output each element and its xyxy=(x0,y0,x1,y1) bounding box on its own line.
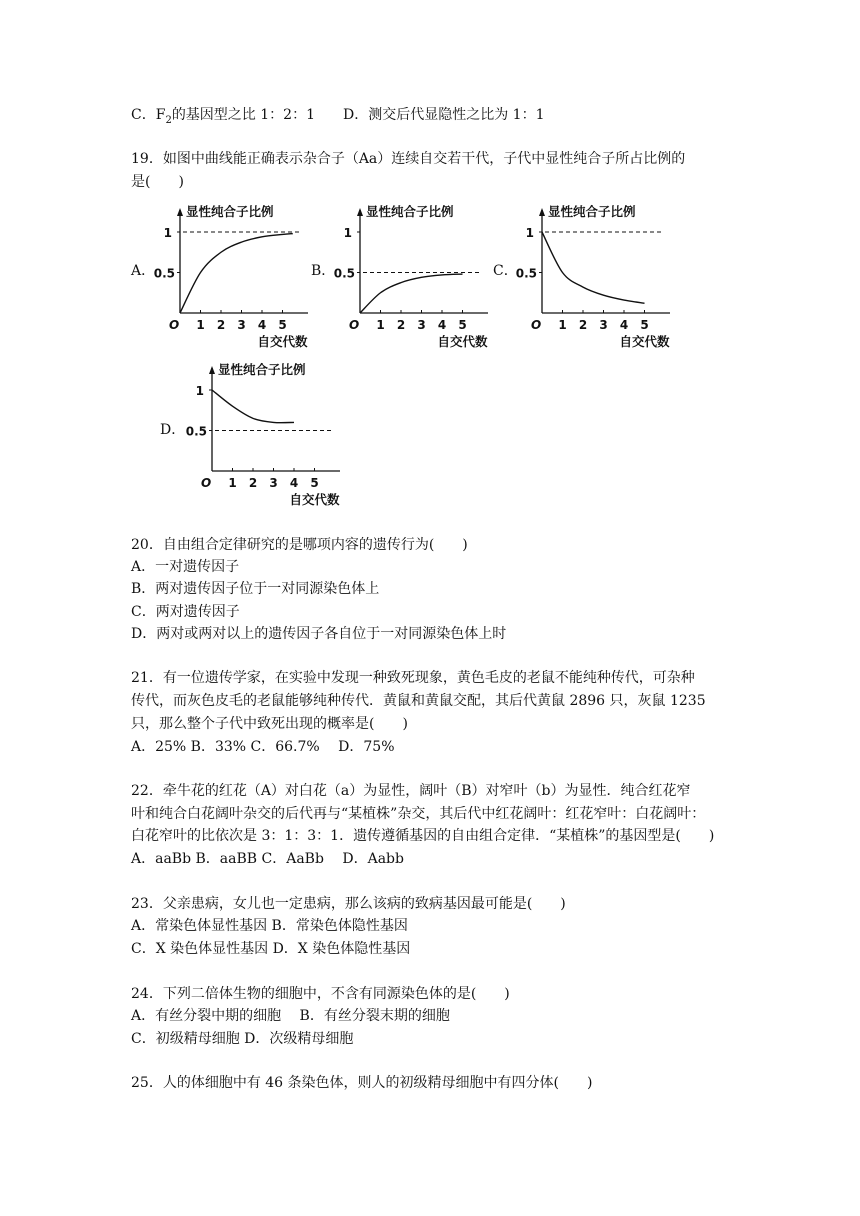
y-axis-arrow xyxy=(539,208,545,216)
q24-stem: 24．下列二倍体生物的细胞中，不含有同源染色体的是( ) xyxy=(131,986,510,1002)
q22-stem-line2: 叶和纯合白花阔叶杂交的后代再与“某植株”杂交，其后代中红花阔叶：红花窄叶：白花阔叶： xyxy=(131,806,706,822)
origin-label: O xyxy=(169,318,180,332)
x-tick-label: 2 xyxy=(578,318,588,332)
x-tick-label: 4 xyxy=(619,318,629,332)
q21-stem-line3: 只，那么整个子代中致死出现的概率是( ) xyxy=(131,716,408,732)
x-tick-label: 1 xyxy=(228,476,237,490)
y-axis-title: 显性纯合子比例 xyxy=(186,204,274,219)
y-tick-label-0.5: 0.5 xyxy=(333,266,355,281)
q19-stem-line1: 19．如图中曲线能正确表示杂合子（Aa）连续自交若干代，子代中显性纯合子所占比例的 xyxy=(131,151,686,167)
x-tick-label: 1 xyxy=(376,318,385,332)
q20-option-a: A．一对遗传因子 xyxy=(131,559,240,575)
q20-option-c: C．两对遗传因子 xyxy=(131,604,240,620)
q20-option-b: B．两对遗传因子位于一对同源染色体上 xyxy=(131,581,380,597)
x-tick-label: 1 xyxy=(196,318,205,332)
y-tick-label-1: 1 xyxy=(163,226,172,240)
x-tick-label: 3 xyxy=(269,476,278,490)
x-tick-label: 2 xyxy=(248,476,258,490)
y-axis-arrow xyxy=(177,208,183,216)
series-curve xyxy=(212,390,294,423)
y-axis-arrow xyxy=(209,366,215,374)
y-axis-arrow xyxy=(357,208,363,216)
y-axis-title: 显性纯合子比例 xyxy=(366,204,454,219)
q23-options-cd: C．X 染色体显性基因 D．X 染色体隐性基因 xyxy=(131,941,411,957)
x-tick-label: 5 xyxy=(458,318,467,332)
q21-stem-line2: 传代，而灰色皮毛的老鼠能够纯种传代．黄鼠和黄鼠交配，其后代黄鼠 2896 只，灰鼠 1235 xyxy=(131,693,706,709)
y-tick-label-0.5: 0.5 xyxy=(153,266,175,281)
q19-option-d-label: D． xyxy=(160,422,186,438)
x-tick-label: 3 xyxy=(599,318,608,332)
y-axis-title: 显性纯合子比例 xyxy=(548,204,636,219)
chart-a xyxy=(150,200,315,350)
q19-option-a-label: A． xyxy=(131,263,156,279)
q22-options: A．aaBb B．aaBB C．AaBb D．Aabb xyxy=(131,851,404,867)
q23-stem: 23．父亲患病，女儿也一定患病，那么该病的致病基因最可能是( ) xyxy=(131,896,566,912)
x-axis-label: 自交代数 xyxy=(289,492,340,507)
x-tick-label: 4 xyxy=(437,318,447,332)
x-tick-label: 4 xyxy=(257,318,267,332)
x-tick-label: 5 xyxy=(278,318,287,332)
q20-option-d: D．两对或两对以上的遗传因子各自位于一对同源染色体上时 xyxy=(131,626,507,642)
q19-option-c-label: C． xyxy=(493,263,518,279)
x-tick-label: 3 xyxy=(417,318,426,332)
x-axis-label: 自交代数 xyxy=(257,334,308,349)
y-axis-title: 显性纯合子比例 xyxy=(218,362,306,377)
x-axis-label: 自交代数 xyxy=(437,334,488,349)
y-tick-label-0.5: 0.5 xyxy=(515,266,537,281)
x-tick-label: 5 xyxy=(640,318,649,332)
x-tick-label: 4 xyxy=(289,476,299,490)
x-tick-label: 1 xyxy=(558,318,567,332)
y-tick-label-0.5: 0.5 xyxy=(185,424,207,439)
chart-b xyxy=(330,200,495,350)
origin-label: O xyxy=(201,476,212,490)
q25-stem: 25．人的体细胞中有 46 条染色体，则人的初级精母细胞中有四分体( ) xyxy=(131,1075,593,1091)
y-tick-label-1: 1 xyxy=(525,226,534,240)
q24-options-ab: A．有丝分裂中期的细胞 B．有丝分裂末期的细胞 xyxy=(131,1008,450,1024)
q18-option-d: D．测交后代显隐性之比为 1：1 xyxy=(342,107,545,123)
q22-stem-line1: 22．牵牛花的红花（A）对白花（a）为显性，阔叶（B）对窄叶（b）为显性．纯合红花窄 xyxy=(131,783,691,799)
chart-c xyxy=(512,200,677,350)
q23-options-ab: A．常染色体显性基因 B．常染色体隐性基因 xyxy=(131,918,408,934)
q21-options: A．25% B．33% C．66.7% D．75% xyxy=(131,739,395,755)
q20-stem: 20．自由组合定律研究的是哪项内容的遗传行为( ) xyxy=(131,537,468,553)
series-curve xyxy=(180,234,293,313)
origin-label: O xyxy=(349,318,360,332)
q21-stem-line1: 21．有一位遗传学家，在实验中发现一种致死现象，黄色毛皮的老鼠不能纯种传代，可杂种 xyxy=(131,670,695,686)
q19-stem-line2: 是( ) xyxy=(131,174,184,190)
x-tick-label: 2 xyxy=(396,318,406,332)
q18-option-c: C．$F_2$的基因型之比 1：2：1 xyxy=(131,107,315,126)
y-tick-label-1: 1 xyxy=(343,226,352,240)
series-curve xyxy=(542,232,645,303)
origin-label: O xyxy=(531,318,542,332)
y-tick-label-1: 1 xyxy=(195,384,204,398)
chart-d xyxy=(182,358,347,508)
q22-stem-line3: 白花窄叶的比依次是 3：1：3：1．遗传遵循基因的自由组合定律．“某植株”的基因型是( ) xyxy=(131,828,715,844)
series-curve xyxy=(360,274,463,313)
x-tick-label: 2 xyxy=(216,318,226,332)
q24-options-cd: C．初级精母细胞 D．次级精母细胞 xyxy=(131,1031,354,1047)
x-axis-label: 自交代数 xyxy=(619,334,670,349)
q18-options-line xyxy=(131,106,544,130)
x-tick-label: 5 xyxy=(310,476,319,490)
q19-option-b-label: B． xyxy=(311,263,336,279)
x-tick-label: 3 xyxy=(237,318,246,332)
